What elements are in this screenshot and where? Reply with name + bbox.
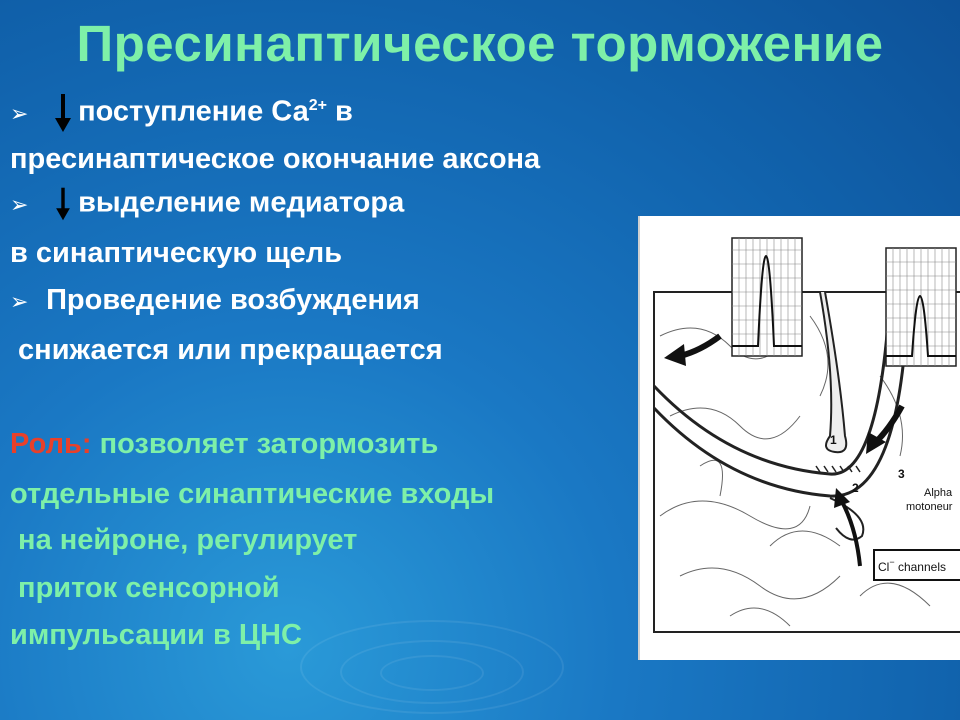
bullet-arrow-icon: ➢ xyxy=(10,289,29,314)
bullet-3-line2: снижается или прекращается xyxy=(10,334,443,366)
channels-text: channels xyxy=(894,560,946,574)
bullet-1-tail: в xyxy=(326,95,353,128)
cl-text: Cl xyxy=(878,560,890,574)
bullet-1-text: поступление Са xyxy=(78,95,309,128)
role-text-2: отдельные синаптические входы xyxy=(10,478,495,510)
bullet-arrow-icon: ➢ xyxy=(10,191,29,217)
down-arrow-icon xyxy=(52,92,74,134)
cl-channels-label xyxy=(878,557,946,574)
role-text-5: импульсации в ЦНС xyxy=(10,619,302,651)
recording-grid-2 xyxy=(886,248,956,366)
bullet-3 xyxy=(10,284,420,317)
bullet-3-text: Проведение возбуждения xyxy=(46,284,420,316)
label-1: 1 xyxy=(830,433,837,447)
presynaptic-inhibition-diagram xyxy=(638,216,960,660)
background-ripple xyxy=(380,655,484,691)
alpha-label-2: motoneur xyxy=(906,501,953,513)
label-3: 3 xyxy=(898,467,905,481)
bullet-arrow-icon: ➢ xyxy=(10,100,29,126)
bullet-1-sup: 2+ xyxy=(308,97,327,114)
role-text-3: на нейроне, регулирует xyxy=(10,524,358,556)
recording-grid-1 xyxy=(732,238,802,356)
bullet-1 xyxy=(10,92,353,134)
down-arrow-icon xyxy=(52,186,74,222)
slide-title: Пресинаптическое торможение xyxy=(76,15,884,72)
role-label: Роль: xyxy=(10,428,92,460)
bullet-2-text: выделение медиатора xyxy=(78,186,405,219)
role-text-1: позволяет затормозить xyxy=(91,428,439,460)
bullet-1-line2: пресинаптическое окончание аксона xyxy=(10,143,541,175)
alpha-label-1: Alpha xyxy=(924,487,953,499)
role-line-1 xyxy=(10,428,438,461)
role-text-4: приток сенсорной xyxy=(10,572,280,604)
cl-sup: − xyxy=(889,557,895,567)
bullet-2 xyxy=(10,186,404,222)
diagram-drawing xyxy=(640,216,960,660)
bullet-2-line2: в синаптическую щель xyxy=(10,237,343,269)
label-2: 2 xyxy=(852,481,859,495)
